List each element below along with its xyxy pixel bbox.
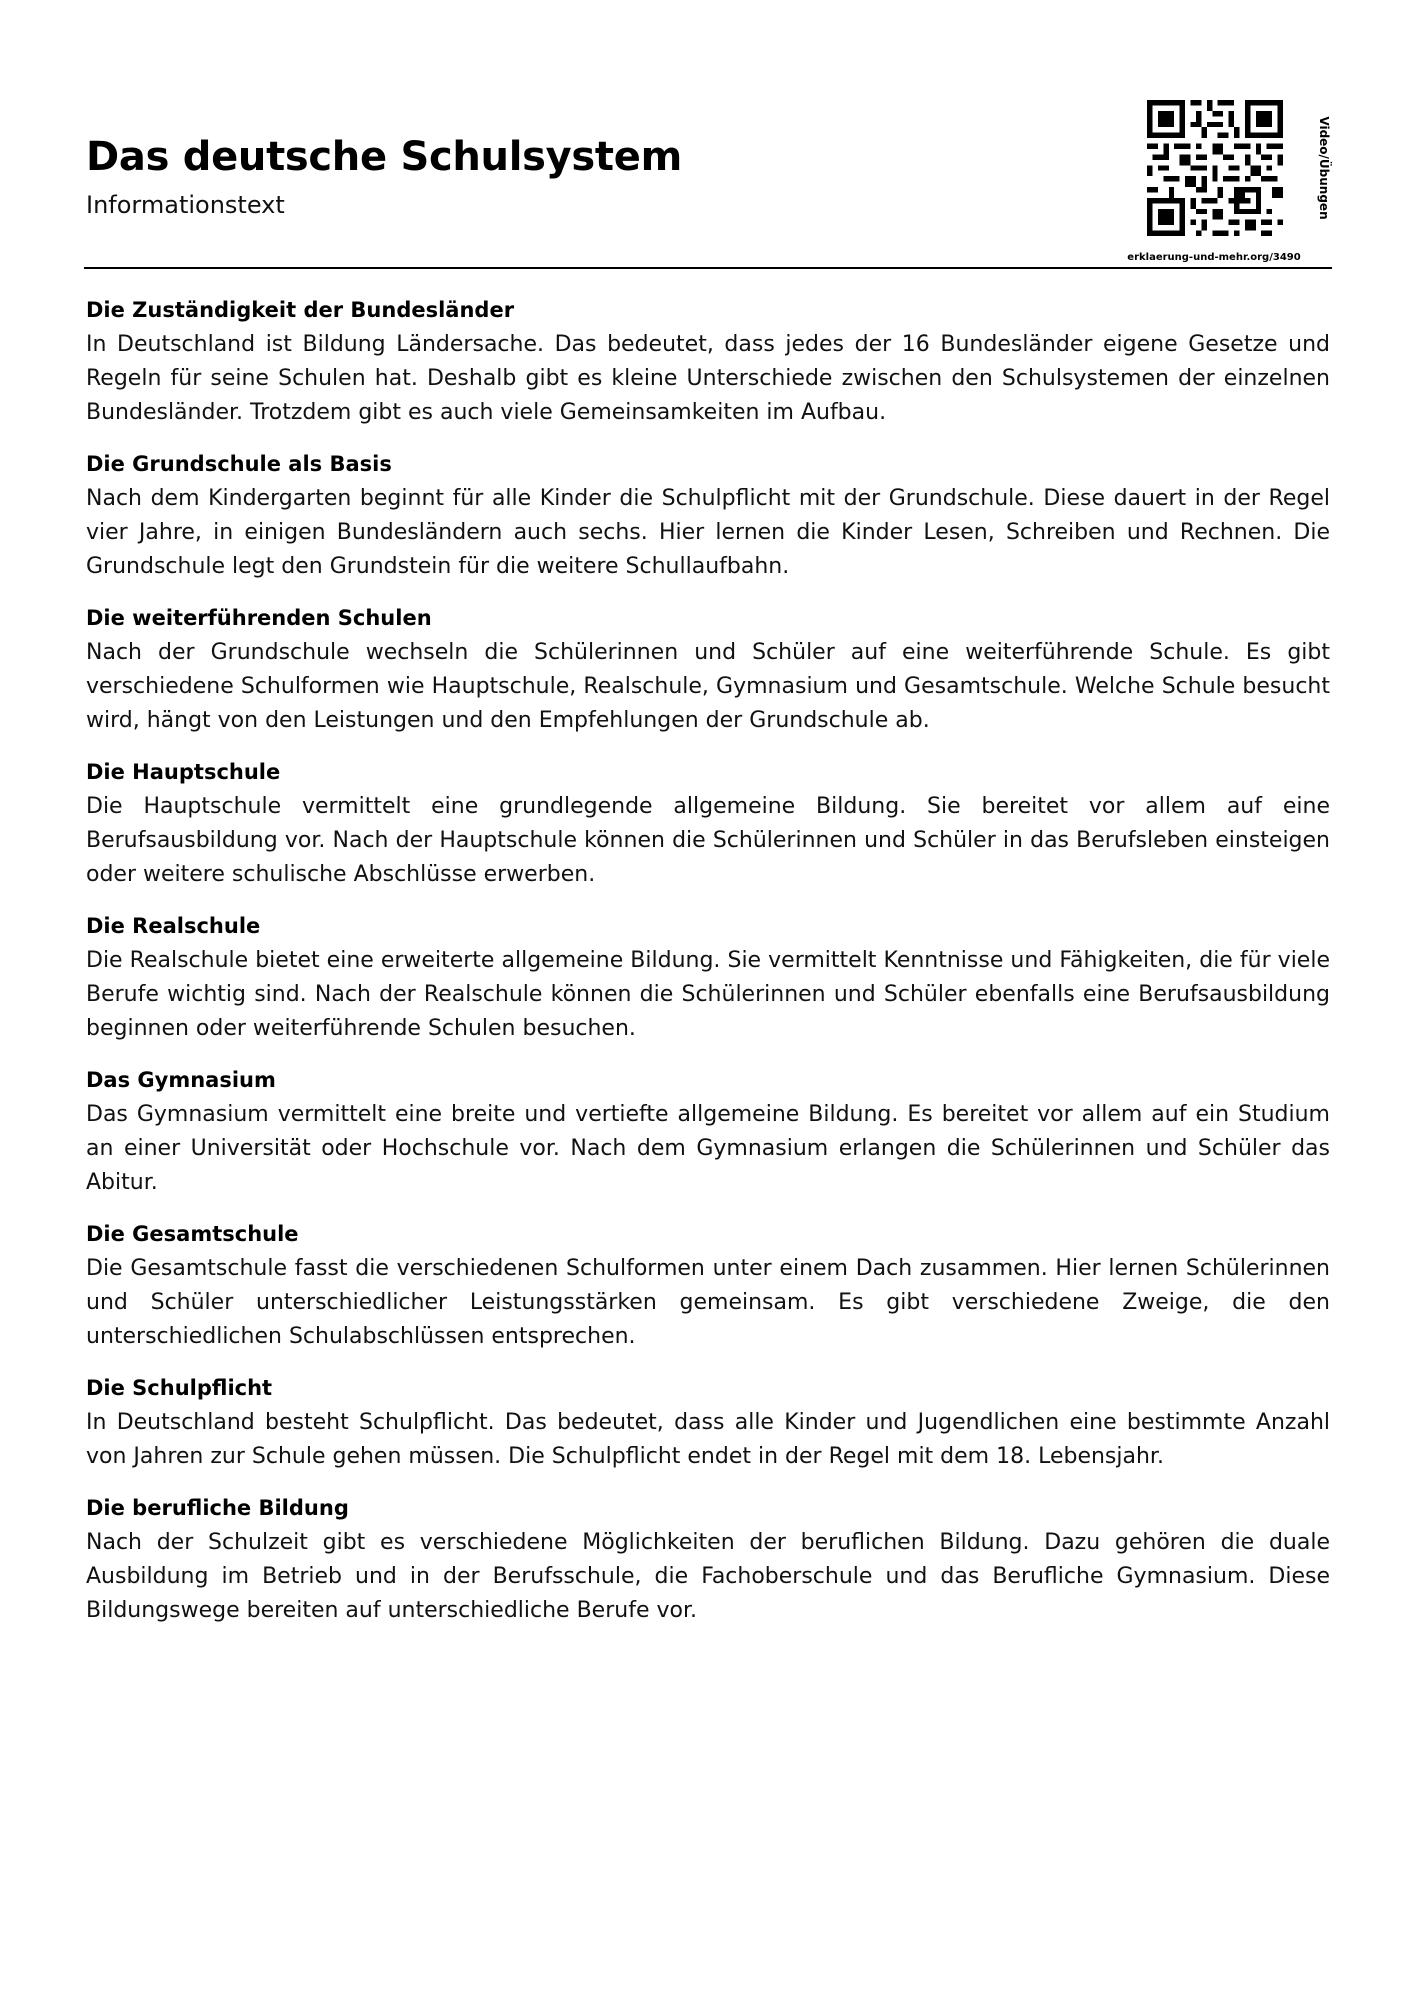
section-paragraph: Die Realschule bietet eine erweiterte allgemeine Bildung. Sie vermittelt Kenntnisse und Fähigkeiten, die für viele Berufe wichtig sind. Nach der Realschule können die Schülerinnen und Schüler ebenfalls eine Berufsausbildung beginnen oder weiterführende Schulen besuchen. [86,948,1330,1041]
section-heading: Die Zuständigkeit der Bundesländer [86,298,515,322]
header-divider [84,267,1332,269]
section-schulpflicht [86,1372,1330,1474]
section-heading: Die Gesamtschule [86,1222,299,1246]
section-paragraph: Nach dem Kindergarten beginnt für alle Kinder die Schulpflicht mit der Grundschule. Diese dauert in der Regel vier Jahre, in einigen Bundesländern auch sechs. Hier lernen die Kinder Lesen, Schreiben und Rechnen. Die Grundschule legt den Grundstein für die weitere Schullaufbahn. [86,486,1330,579]
section-realschule [86,910,1330,1046]
section-gesamtschule [86,1218,1330,1354]
section-heading: Das Gymnasium [86,1068,276,1092]
section-zustaendigkeit [86,294,1330,430]
section-heading: Die berufliche Bildung [86,1496,349,1520]
section-hauptschule [86,756,1330,892]
section-weiterfuehrende-schulen [86,602,1330,738]
section-grundschule [86,448,1330,584]
section-heading: Die Grundschule als Basis [86,452,392,476]
text-body [86,294,1330,1646]
qr-code-icon[interactable] [1147,100,1283,236]
section-paragraph: In Deutschland ist Bildung Ländersache. Das bedeutet, dass jedes der 16 Bundesländer eigene Gesetze und Regeln für seine Schulen hat. Deshalb gibt es kleine Unterschiede zwischen den Schulsystemen der einzelnen Bundesländer. Trotzdem gibt es auch viele Gemeinsamkeiten im Aufbau. [86,332,1330,425]
section-paragraph: Nach der Grundschule wechseln die Schülerinnen und Schüler auf eine weiterführende Schule. Es gibt verschiedene Schulformen wie Hauptschule, Realschule, Gymnasium und Gesamtschule. Welche Schule besucht wird, hängt von den Leistungen und den Empfehlungen der Grundschule ab. [86,640,1330,733]
page-subtitle: Informationstext [86,191,285,219]
section-berufliche-bildung [86,1492,1330,1628]
page-title: Das deutsche Schulsystem [86,134,682,180]
section-heading: Die Schulpflicht [86,1376,273,1400]
section-paragraph: In Deutschland besteht Schulpflicht. Das bedeutet, dass alle Kinder und Jugendlichen eine bestimmte Anzahl von Jahren zur Schule gehen müssen. Die Schulpflicht endet in der Regel mit dem 18. Lebensjahr. [86,1410,1330,1469]
section-paragraph: Nach der Schulzeit gibt es verschiedene Möglichkeiten der beruflichen Bildung. Dazu gehören die duale Ausbildung im Betrieb und in der Berufsschule, die Fachoberschule und das Berufliche Gymnasium. Diese Bildungswege bereiten auf unterschiedliche Berufe vor. [86,1530,1330,1623]
video-uebungen-label: Video/Übungen [1317,116,1331,220]
section-heading: Die weiterführenden Schulen [86,606,432,630]
section-heading: Die Hauptschule [86,760,281,784]
section-heading: Die Realschule [86,914,261,938]
section-paragraph: Die Hauptschule vermittelt eine grundlegende allgemeine Bildung. Sie bereitet vor allem auf eine Berufsausbildung vor. Nach der Hauptschule können die Schülerinnen und Schüler in das Berufsleben einsteigen oder weitere schulische Abschlüsse erwerben. [86,794,1330,887]
section-paragraph: Das Gymnasium vermittelt eine breite und vertiefte allgemeine Bildung. Es bereitet vor allem auf ein Studium an einer Universität oder Hochschule vor. Nach dem Gymnasium erlangen die Schülerinnen und Schüler das Abitur. [86,1102,1330,1195]
section-gymnasium [86,1064,1330,1200]
section-paragraph: Die Gesamtschule fasst die verschiedenen Schulformen unter einem Dach zusammen. Hier lernen Schülerinnen und Schüler unterschiedlicher Leistungsstärken gemeinsam. Es gibt verschiedene Zweige, die den unterschiedlichen Schulabschlüssen entsprechen. [86,1256,1330,1349]
qr-url-label: erklaerung-und-mehr.org/3490 [1127,252,1301,263]
